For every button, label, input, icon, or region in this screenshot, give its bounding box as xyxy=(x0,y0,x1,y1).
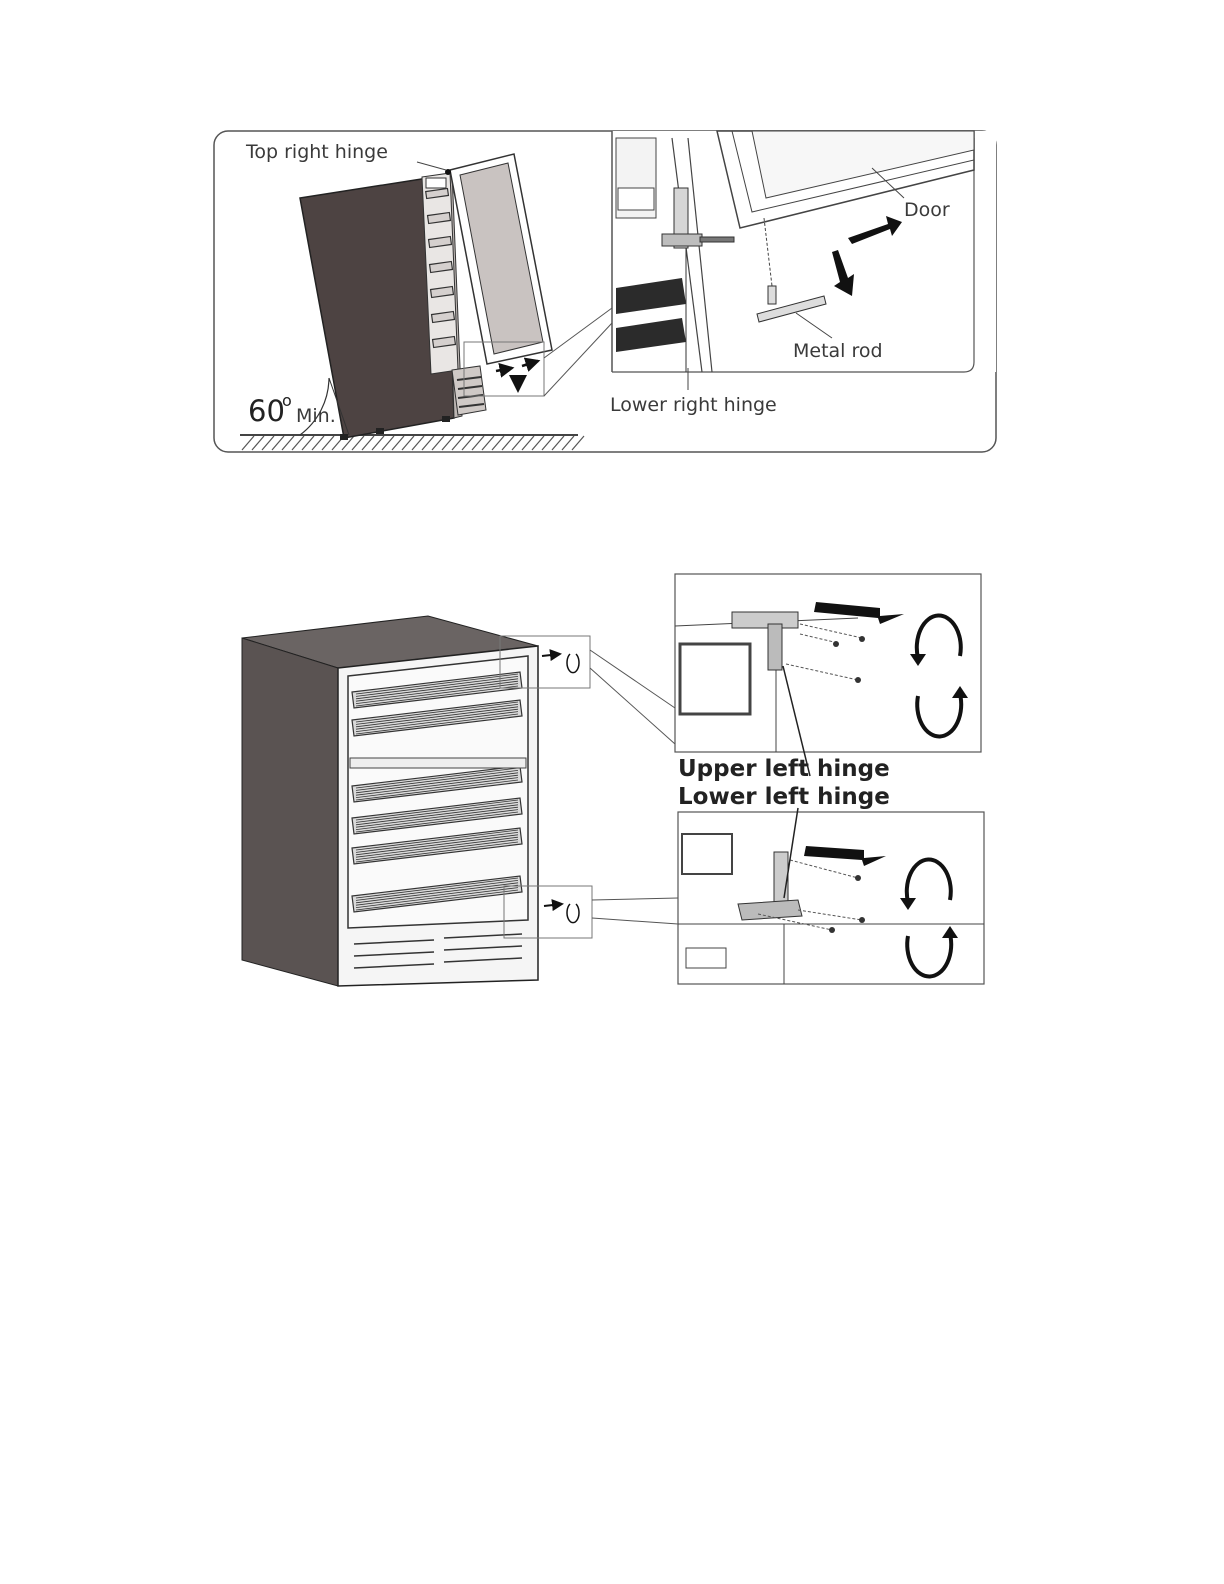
figure-cabinet-left-hinges xyxy=(238,568,990,992)
label-angle-value: 60 xyxy=(248,394,285,428)
label-metal-rod: Metal rod xyxy=(793,340,883,362)
label-angle-min: Min. xyxy=(296,405,336,427)
label-door: Door xyxy=(904,199,950,221)
cabinet-illustration xyxy=(242,616,592,986)
upper-hinge-panel xyxy=(675,574,981,752)
label-lower-left-hinge: Lower left hinge xyxy=(678,784,890,810)
magnified-hinge-panel xyxy=(612,131,996,372)
label-angle-unit: o xyxy=(282,391,292,410)
figure-tilted-cabinet-hinges xyxy=(212,128,1000,456)
lower-hinge-panel xyxy=(678,812,984,984)
label-top-right-hinge: Top right hinge xyxy=(246,141,388,163)
label-upper-left-hinge: Upper left hinge xyxy=(678,756,890,782)
label-lower-right-hinge: Lower right hinge xyxy=(610,394,777,416)
callout-leaders xyxy=(590,650,678,924)
